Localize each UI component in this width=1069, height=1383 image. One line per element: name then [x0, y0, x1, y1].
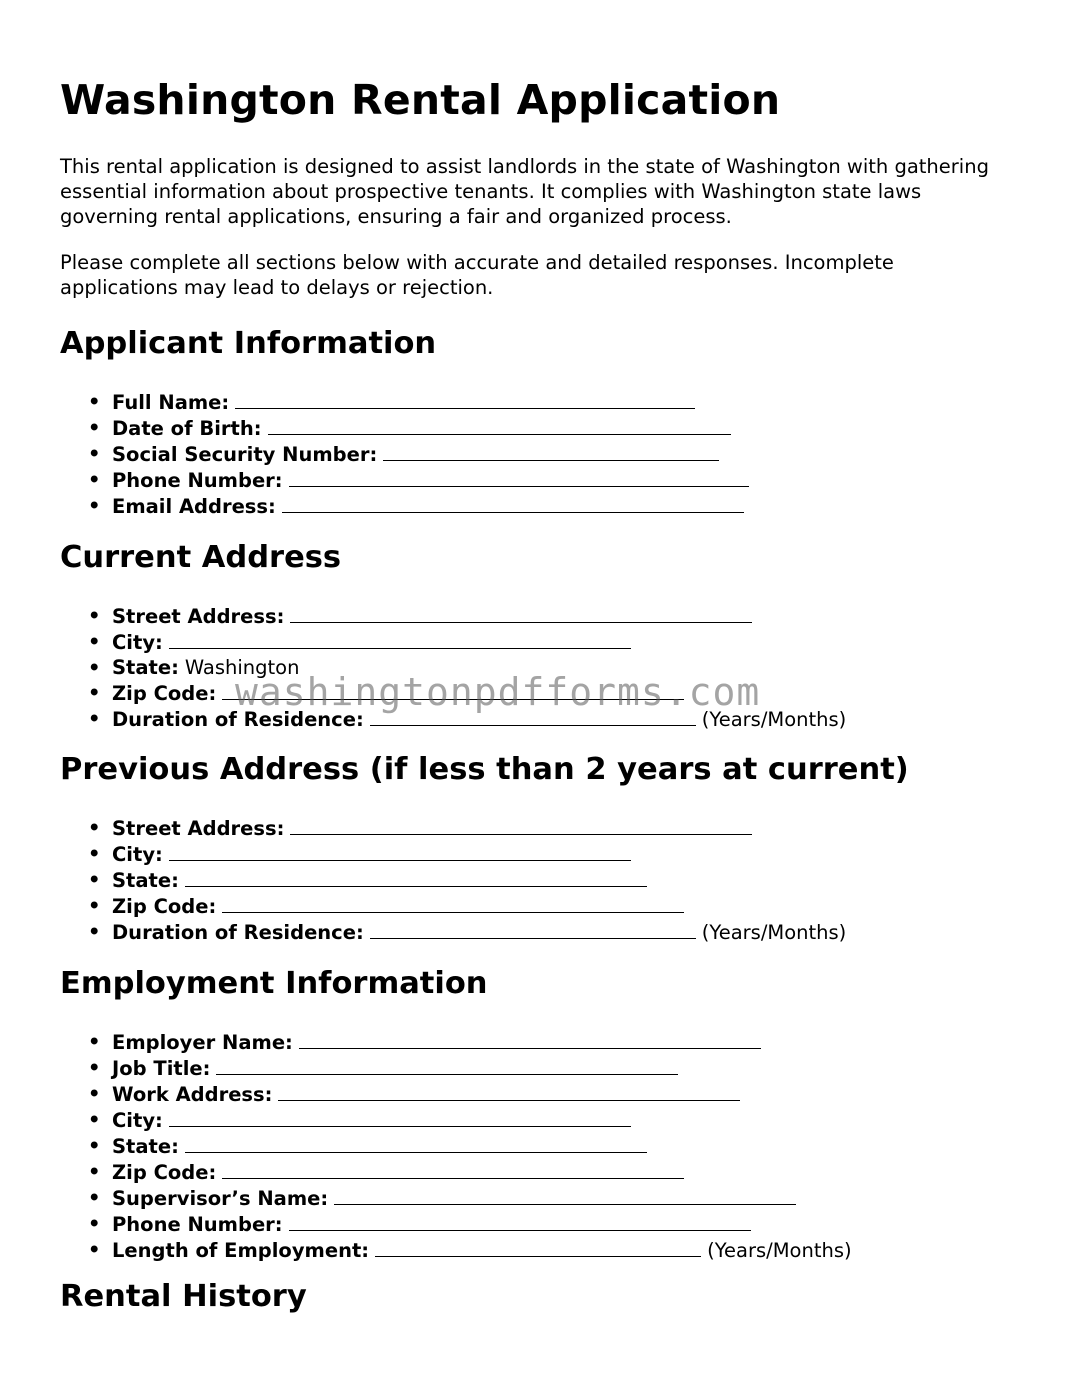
email-blank[interactable]: [282, 493, 744, 513]
section-heading-rental-history: Rental History: [60, 1279, 307, 1314]
field-zip-code: • Zip Code:: [112, 1159, 852, 1185]
field-date-of-birth: • Date of Birth:: [112, 415, 749, 441]
instructions-paragraph: Please complete all sections below with accurate and detailed responses. Incomplete applications may lead to delays or rejection.: [60, 251, 894, 299]
supervisor-name-blank[interactable]: [334, 1185, 796, 1205]
section-heading-employment: Employment Information: [60, 966, 488, 1001]
zip-code-blank[interactable]: [222, 1159, 684, 1179]
field-full-name: • Full Name:: [112, 389, 749, 415]
field-state: • State:: [112, 867, 846, 893]
work-address-blank[interactable]: [278, 1081, 740, 1101]
field-city: • City:: [112, 841, 846, 867]
field-phone: • Phone Number:: [112, 1211, 852, 1237]
duration-blank[interactable]: [370, 706, 696, 726]
previous-address-fields: [60, 815, 846, 945]
city-blank[interactable]: [169, 841, 631, 861]
date-of-birth-blank[interactable]: [268, 415, 731, 435]
intro-paragraph: This rental application is designed to assist landlords in the state of Washington with gathering essential information about prospective tenants. It complies with Washington state laws governing rental applications, ensuring a fair and organized process.: [60, 155, 989, 228]
field-job-title: • Job Title:: [112, 1055, 852, 1081]
length-of-employment-blank[interactable]: [375, 1237, 701, 1257]
field-duration: • Duration of Residence: (Years/Months): [112, 919, 846, 945]
section-heading-current-address: Current Address: [60, 540, 342, 575]
field-length-of-employment: • Length of Employment: (Years/Months): [112, 1237, 852, 1263]
field-state: • State: Washington: [112, 655, 846, 680]
section-heading-previous-address: Previous Address (if less than 2 years at current): [60, 752, 909, 787]
field-supervisor-name: • Supervisor’s Name:: [112, 1185, 852, 1211]
city-blank[interactable]: [169, 629, 631, 649]
phone-blank[interactable]: [289, 467, 749, 487]
full-name-blank[interactable]: [235, 389, 695, 409]
field-street-address: • Street Address:: [112, 815, 846, 841]
field-state: • State:: [112, 1133, 852, 1159]
field-employer-name: • Employer Name:: [112, 1029, 852, 1055]
state-value: Washington: [184, 656, 300, 679]
field-ssn: • Social Security Number:: [112, 441, 749, 467]
field-zip-code: • Zip Code:: [112, 680, 846, 706]
city-blank[interactable]: [169, 1107, 631, 1127]
field-city: • City:: [112, 1107, 852, 1133]
watermark: washingtonpdfforms.com: [235, 670, 761, 714]
state-blank[interactable]: [185, 1133, 647, 1153]
zip-code-blank[interactable]: [222, 680, 684, 700]
field-duration: • Duration of Residence: (Years/Months): [112, 706, 846, 732]
field-email: • Email Address:: [112, 493, 749, 519]
field-street-address: • Street Address:: [112, 603, 846, 629]
section-heading-applicant: Applicant Information: [60, 326, 437, 361]
street-address-blank[interactable]: [290, 815, 752, 835]
ssn-blank[interactable]: [383, 441, 719, 461]
employer-name-blank[interactable]: [299, 1029, 761, 1049]
field-work-address: • Work Address:: [112, 1081, 852, 1107]
page-title: Washington Rental Application: [60, 76, 781, 124]
zip-code-blank[interactable]: [222, 893, 684, 913]
state-blank[interactable]: [185, 867, 647, 887]
current-address-fields: [60, 603, 846, 732]
phone-blank[interactable]: [289, 1211, 751, 1231]
field-zip-code: • Zip Code:: [112, 893, 846, 919]
applicant-fields: [60, 389, 749, 519]
job-title-blank[interactable]: [216, 1055, 678, 1075]
employment-fields: [60, 1029, 852, 1263]
field-city: • City:: [112, 629, 846, 655]
duration-blank[interactable]: [370, 919, 696, 939]
street-address-blank[interactable]: [290, 603, 752, 623]
field-phone: • Phone Number:: [112, 467, 749, 493]
